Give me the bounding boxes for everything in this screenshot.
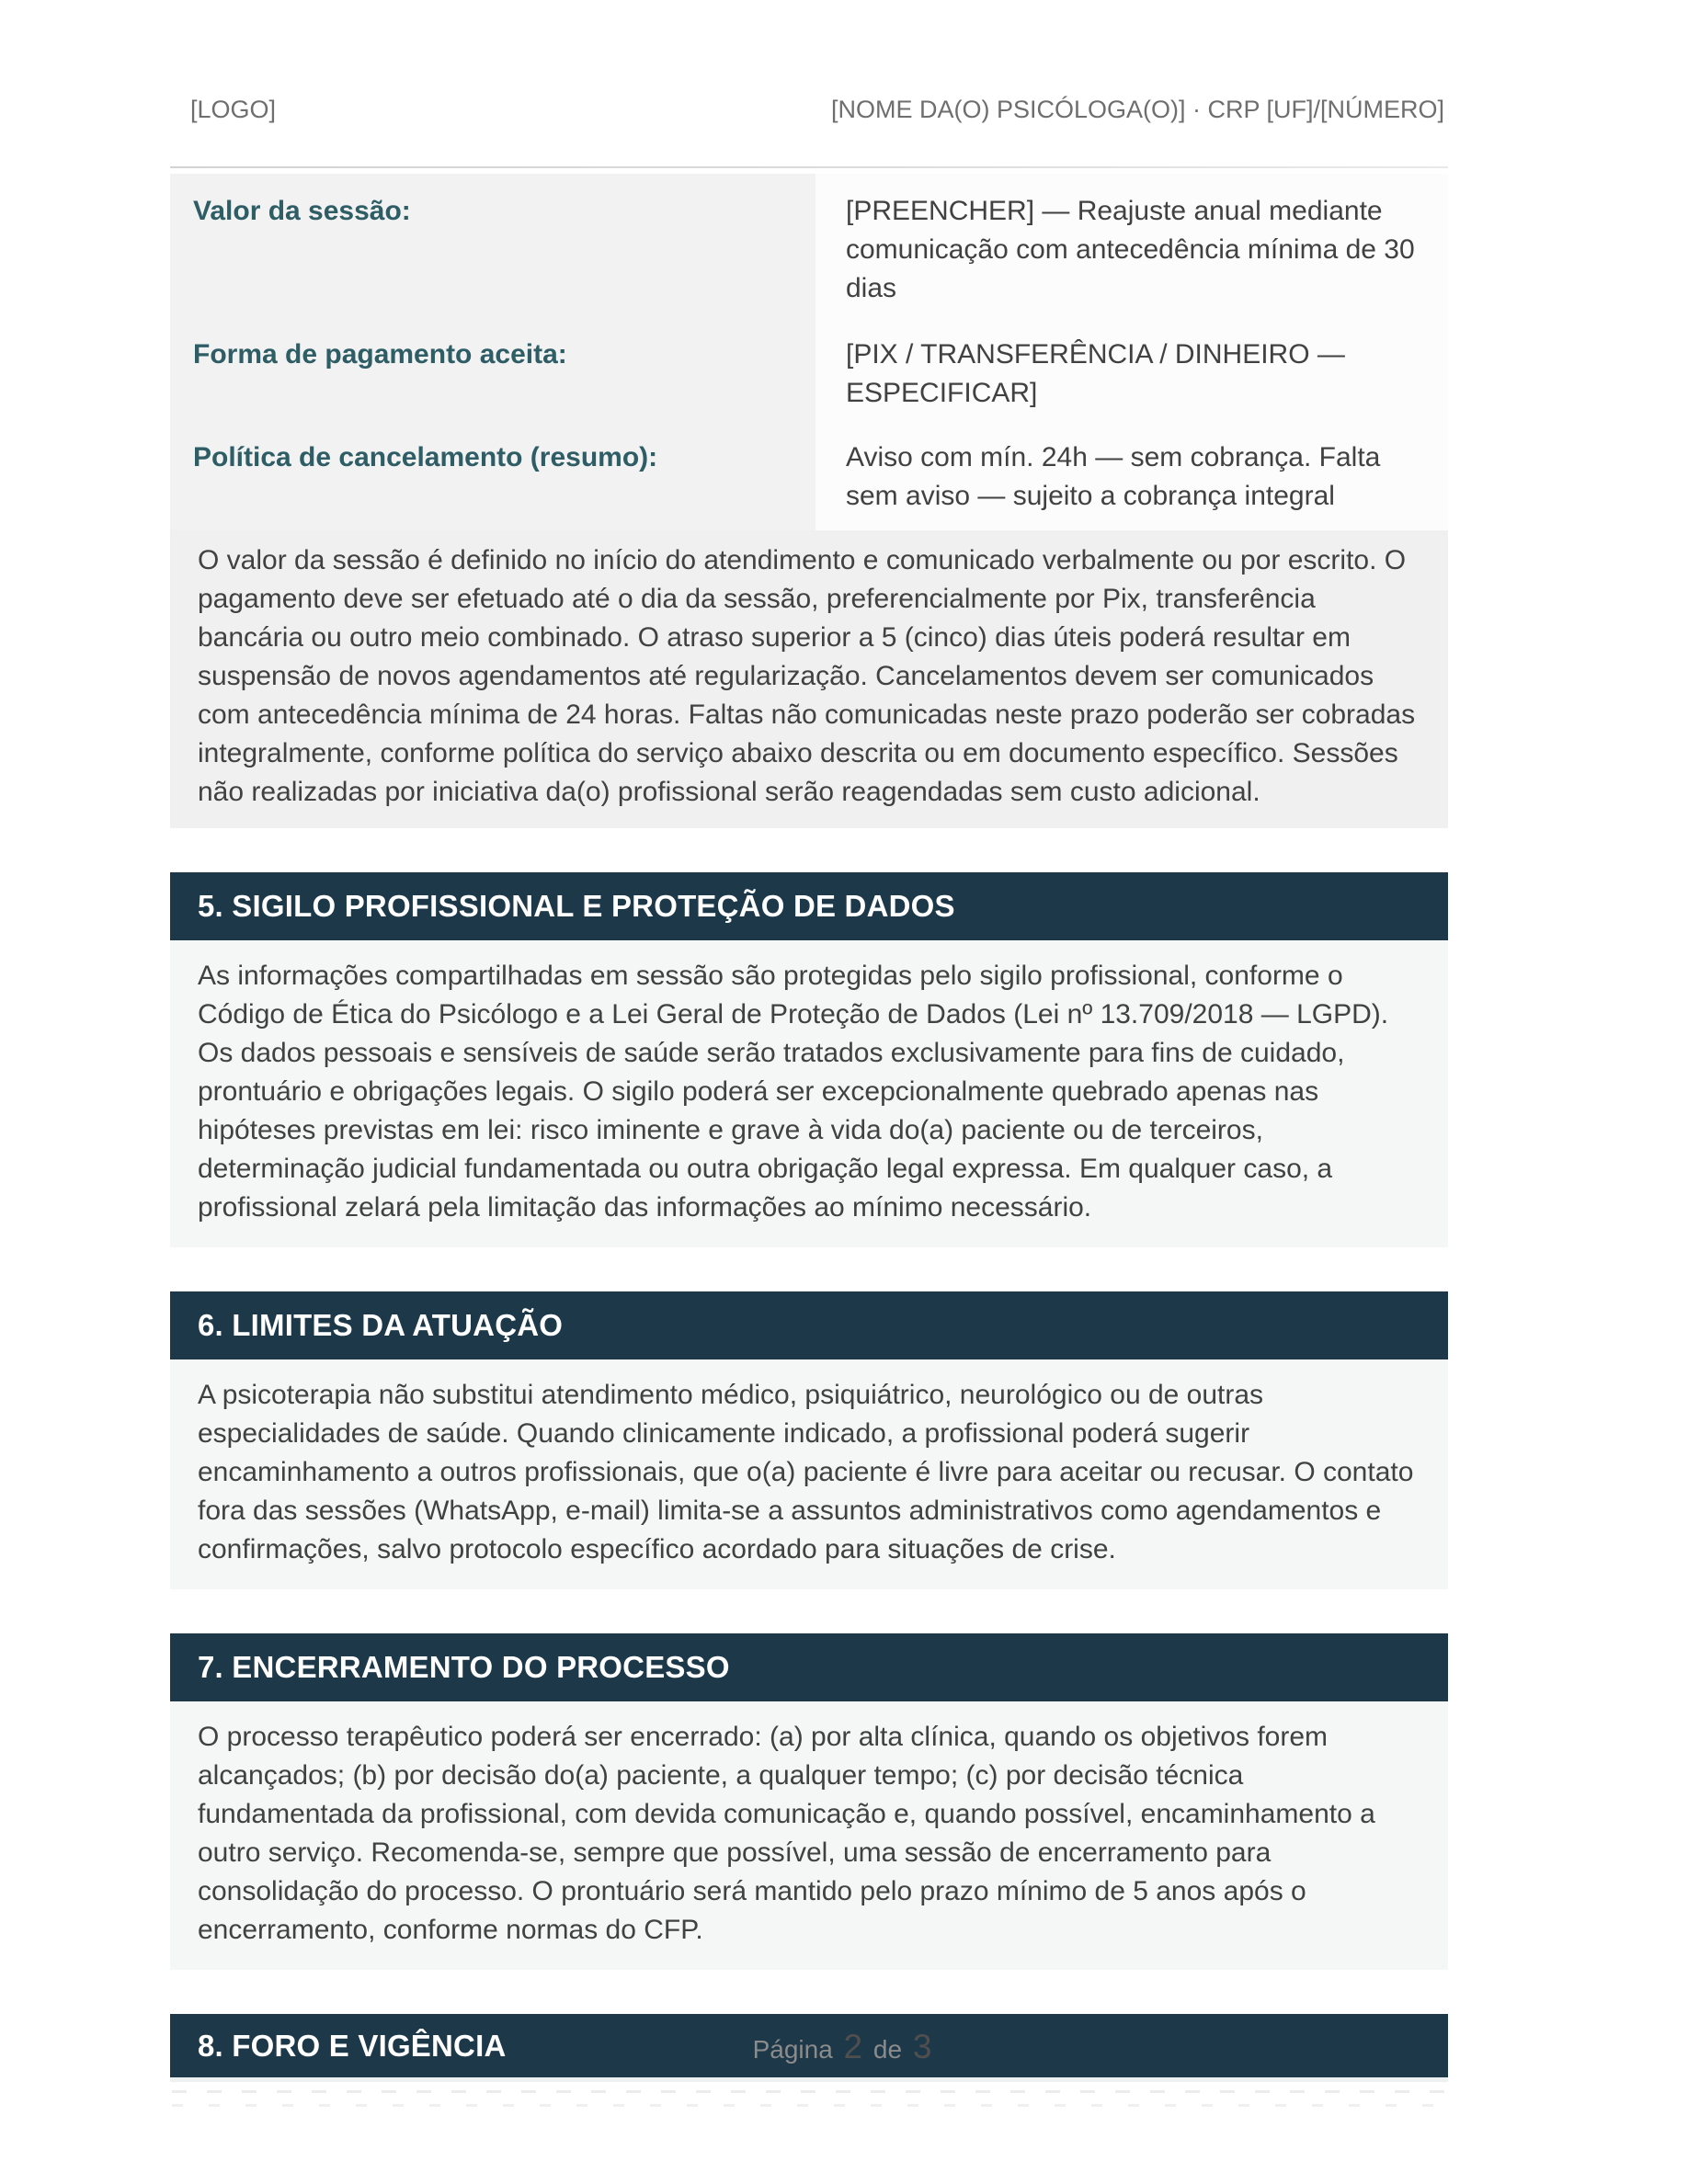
document-header	[170, 96, 1448, 124]
session-info-table	[170, 174, 1448, 530]
section-sigilo-profissional	[170, 872, 1448, 1247]
section-body: O processo terapêutico poderá ser encerrado: (a) por alta clínica, quando os objetivos forem alcançados; (b) por decisão do(a) paciente, a qualquer tempo; (c) por decisão técnica fundamentada da profissional, com devida comunicação e, quando possível, encaminhamento a outro serviço. Recomenda-se, sempre que possível, uma sessão de encerramento para consolidação do processo. O prontuário será mantido pelo prazo mínimo de 5 anos após o encerramento, conforme normas do CFP.	[170, 1701, 1448, 1970]
row-value: Aviso com mín. 24h — sem cobrança. Falta sem aviso — sujeito a cobrança integral	[846, 442, 1381, 511]
row-value: [PIX / TRANSFERÊNCIA / DINHEIRO — ESPECIFICAR]	[846, 339, 1345, 408]
header-psychologist-meta: [NOME DA(O) PSICÓLOGA(O)] · CRP [UF]/[NÚMERO]	[830, 96, 1444, 123]
table-row	[170, 420, 1448, 530]
header-divider	[170, 166, 1448, 168]
section-body: A psicoterapia não substitui atendimento médico, psiquiátrico, neurológico ou de outras especialidades de saúde. Quando clinicamente indicado, a profissional poderá sugerir encaminhamento a outros profissionais, que o(a) paciente é livre para aceitar ou recusar. O contato fora das sessões (WhatsApp, e-mail) limita-se a assuntos administrativos como agendamentos e confirmações, salvo protocolo específico acordado para situações de crise.	[170, 1359, 1448, 1589]
table-row	[170, 174, 1448, 317]
document-content	[170, 0, 1448, 2107]
row-label: Forma de pagamento aceita:	[193, 339, 567, 370]
section-limites-atuacao	[170, 1291, 1448, 1589]
table-value-cell	[815, 317, 1448, 420]
section-title: 5. SIGILO PROFISSIONAL E PROTEÇÃO DE DADOS	[198, 889, 955, 923]
section-encerramento-processo	[170, 1633, 1448, 1970]
row-label: Valor da sessão:	[193, 196, 411, 226]
section-header-bar	[170, 1291, 1448, 1359]
table-value-cell	[815, 174, 1448, 317]
table-label-cell	[170, 420, 815, 530]
section-title: 8. FORO E VIGÊNCIA	[198, 2028, 507, 2063]
table-row	[170, 317, 1448, 420]
footer-separator: de	[873, 2035, 903, 2064]
payment-policy-paragraph: O valor da sessão é definido no início do atendimento e comunicado verbalmente ou por escrito. O pagamento deve ser efetuado até o dia da sessão, preferencialmente por Pix, transferência bancária ou outro meio combinado. O atraso superior a 5 (cinco) dias úteis poderá resultar em suspensão de novos agendamentos até regularização. Cancelamentos devem ser comunicados com antecedência mínima de 24 horas. Faltas não comunicadas neste prazo poderão ser cobradas integralmente, conforme política do serviço abaixo descrita ou em documento específico. Sessões não realizadas por iniciativa da(o) profissional serão reagendadas sem custo adicional.	[170, 530, 1448, 828]
row-value: [PREENCHER] — Reajuste anual mediante comunicação com antecedência mínima de 30 dias	[846, 196, 1415, 303]
footer-page-total: 3	[912, 2028, 932, 2065]
logo-placeholder: [LOGO]	[190, 96, 277, 123]
page-footer	[0, 2028, 1688, 2066]
footer-page-number: 2	[843, 2028, 863, 2065]
cutoff-dashed-line	[172, 2090, 1446, 2093]
section-title: 7. ENCERRAMENTO DO PROCESSO	[198, 1650, 730, 1684]
footer-prefix: Página	[752, 2035, 833, 2064]
table-label-cell	[170, 317, 815, 420]
cutoff-dashed-line	[172, 2104, 1446, 2107]
table-value-cell	[815, 420, 1448, 530]
row-label: Política de cancelamento (resumo):	[193, 442, 658, 472]
section-header-bar	[170, 872, 1448, 940]
section-header-bar	[170, 1633, 1448, 1701]
section-body: As informações compartilhadas em sessão são protegidas pelo sigilo profissional, conforme o Código de Ética do Psicólogo e a Lei Geral de Proteção de Dados (Lei nº 13.709/2018 — LGPD). Os dados pessoais e sensíveis de saúde serão tratados exclusivamente para fins de cuidado, prontuário e obrigações legais. O sigilo poderá ser excepcionalmente quebrado apenas nas hipóteses previstas em lei: risco iminente e grave à vida do(a) paciente ou de terceiros, determinação judicial fundamentada ou outra obrigação legal expressa. Em qualquer caso, a profissional zelará pela limitação das informações ao mínimo necessário.	[170, 940, 1448, 1247]
section-title: 6. LIMITES DA ATUAÇÃO	[198, 1308, 564, 1342]
table-label-cell	[170, 174, 815, 317]
